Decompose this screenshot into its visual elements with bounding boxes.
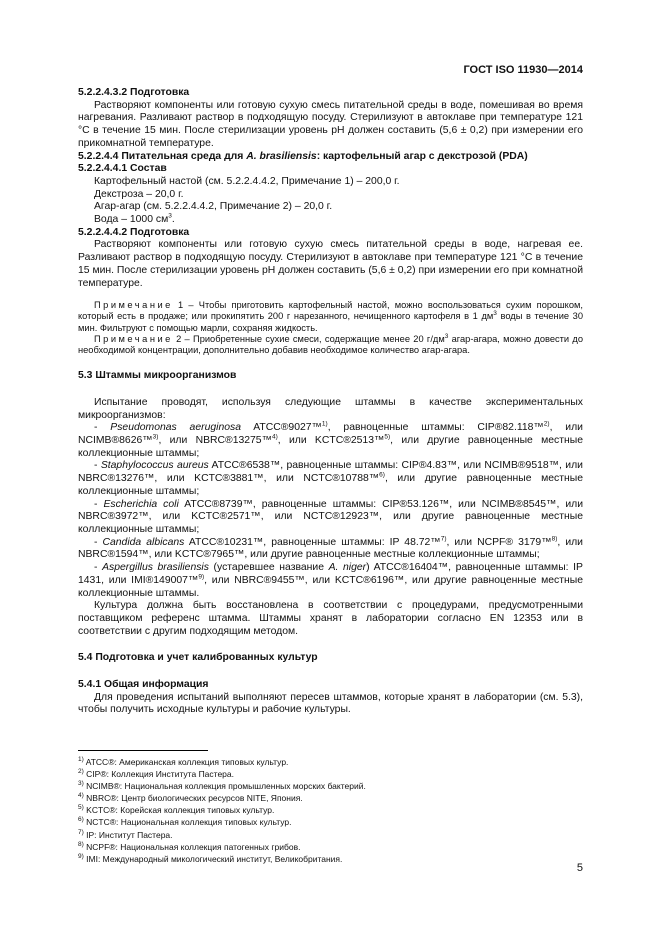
footnote-separator [78,750,208,751]
paragraph-strains-intro: Испытание проводят, используя следующие штаммы в качестве экспериментальных микроорганизмов: [78,396,583,421]
note-1: Примечание 1 – Чтобы приготовить картофельный настой, можно воспользоваться сухим порошком, который есть в продаже; или прокипятить 200 г нарезанного, нечищенного картофеля в 1 $дм^3$ воды в течение 30 мин. Фильтруют с помощью марли, сохраняя жидкость. [78,300,583,333]
composition-line-2: Декстроза – 20,0 г. [94,188,184,200]
paragraph-culture-restore: Культура должна быть восстановлена в соответствии с процедурами, предусмотренными поставщиком референс штамма. Штаммы хранят в лаборатории согласно EN 12353 или в соответствии с другим подходящим методом. [78,600,583,637]
footnote-8: $^{8)}$ NCPF®: Национальная коллекция патогенных грибов. [78,840,301,852]
heading-5-2-2-4-4: 5.2.2.4.4 Питательная среда для A. brasiliensis: картофельный агар с декстрозой (PDA) [78,150,528,162]
footnote-2: $^{2)}$ CIP®: Коллекция Института Пастера. [78,768,234,780]
footnote-1: $^{1)}$ ATCC®: Американская коллекция типовых культур. [78,756,289,767]
composition-line-3: Агар-агар (см. 5.2.2.4.4.2, Примечание 2) – 20,0 г. [94,201,333,213]
paragraph-preparation-1: Растворяют компоненты или готовую сухую смесь питательной среды в воде, помешивая во время нагревания. Разливают раствор в подходящую посуду. Стерилизуют в автоклаве при температуре 121 °С в течение 15 мин. После стерилизации уровень pH должен составить (5,6 ± 0,2) при измерении его прикомнатной температуре. [78,99,583,149]
footnote-6: $^{6)}$ NCTC®: Национальная коллекция типовых культур. [78,816,292,828]
heading-5-2-2-4-4-1: 5.2.2.4.4.1 Состав [78,163,167,175]
paragraph-preparation-2: Растворяют компоненты или готовую сухую смесь питательной среды в воде, нагревая ее. Разливают раствор в подходящую посуду. Стерилизуют в автоклаве при температуре 121 °С в течение 15 мин. После стерилизации уровень pH должен составить (5,6 ± 0,2) при измерении его при комнатной температуре. [78,239,583,289]
heading-5-4-1: 5.4.1 Общая информация [78,679,209,691]
footnote-4: $^{4)}$ NBRC®: Центр биологических ресурсов NITE, Япония. [78,792,303,804]
heading-5-2-2-4-4-2: 5.2.2.4.4.2 Подготовка [78,226,190,238]
footnote-3: $^{3)}$ NCIMB®: Национальная коллекция промышленных морских бактерий. [78,780,366,792]
strain-item-4: - Candida albicans ATCC®10231™, равноценные штаммы: IP 48.72™$^{7)}$, или NCPF® 3179™$^{8)}$, или NBRC®1594™, или KCTC®7965™, или другие равноценные местные коллекционные штаммы; [78,535,583,561]
strain-item-3: - Escherichia coli ATCC®8739™, равноценные штаммы: CIP®53.126™, или NCIMB®8545™, или NBRC®3972™, или KCTC®2571™, или NCTC®12923™, или другие равноценные местные коллекционные штаммы; [78,498,584,535]
strain-item-2: - Staphylococcus aureus ATCC®6538™, равноценные штаммы: CIP®4.83™, или NCIMB®9518™, или NBRC®13276™, или KCTC®3881™, или NCTC®10788™$^{6)}$, или другие равноценные местные коллекционные штаммы; [78,460,583,497]
note-2: Примечание 2 – Приобретенные сухие смеси, содержащие менее 20 $г/дм^3$ агар-агара, можно довести до необходимой концентрации, дополнительно добавив необходимое количество агар-агара. [78,332,583,356]
heading-5-2-2-4-3-2: 5.2.2.4.3.2 Подготовка [78,87,190,98]
footnotes [78,756,583,865]
page-number: 5 [576,862,583,874]
composition-line-4: Вода – 1000 $см^3$. [94,212,175,226]
strain-item-5: - Aspergillus brasiliensis (устаревшее название A. niger) ATCC®16404™, равноценные штаммы: IP 1431, или IMI®149007™$^{9)}$, или NBRC®9455™, или KCTC®6196™, или другие равноценные местные коллекционные штаммы. [78,562,583,599]
footnote-5: $^{5)}$ KCTC®: Корейская коллекция типовых культур. [78,804,275,816]
paragraph-general-info: Для проведения испытаний выполняют пересев штаммов, которые хранят в лаборатории (см. 5.3), чтобы получить исходные культуры и рабочие культуры. [78,691,583,716]
document-header: ГОСТ ISO 11930—2014 [463,64,583,76]
document-body [78,87,583,717]
heading-5-4: 5.4 Подготовка и учет калиброванных культур [78,652,318,664]
composition-line-1: Картофельный настой (см. 5.2.2.4.4.2, Примечание 1) – 200,0 г. [94,175,400,187]
footnote-9: $^{9)}$ IMI: Международный микологический институт, Великобритания. [78,852,343,864]
footnote-7: $^{7)}$ IP: Институт Пастера. [78,828,173,840]
strain-item-1: - Pseudomonas aeruginosa ATCC®9027™$^{1)}$, равноценные штаммы: CIP®82.118™$^{2)}$, или NCIMB®8626™$^{3)}$, или NBRC®13275™$^{4)}$, или KCTC®2513™$^{5)}$, или другие равноценные местные коллекционные штаммы; [78,420,583,459]
heading-5-3: 5.3 Штаммы микроорганизмов [78,370,237,382]
